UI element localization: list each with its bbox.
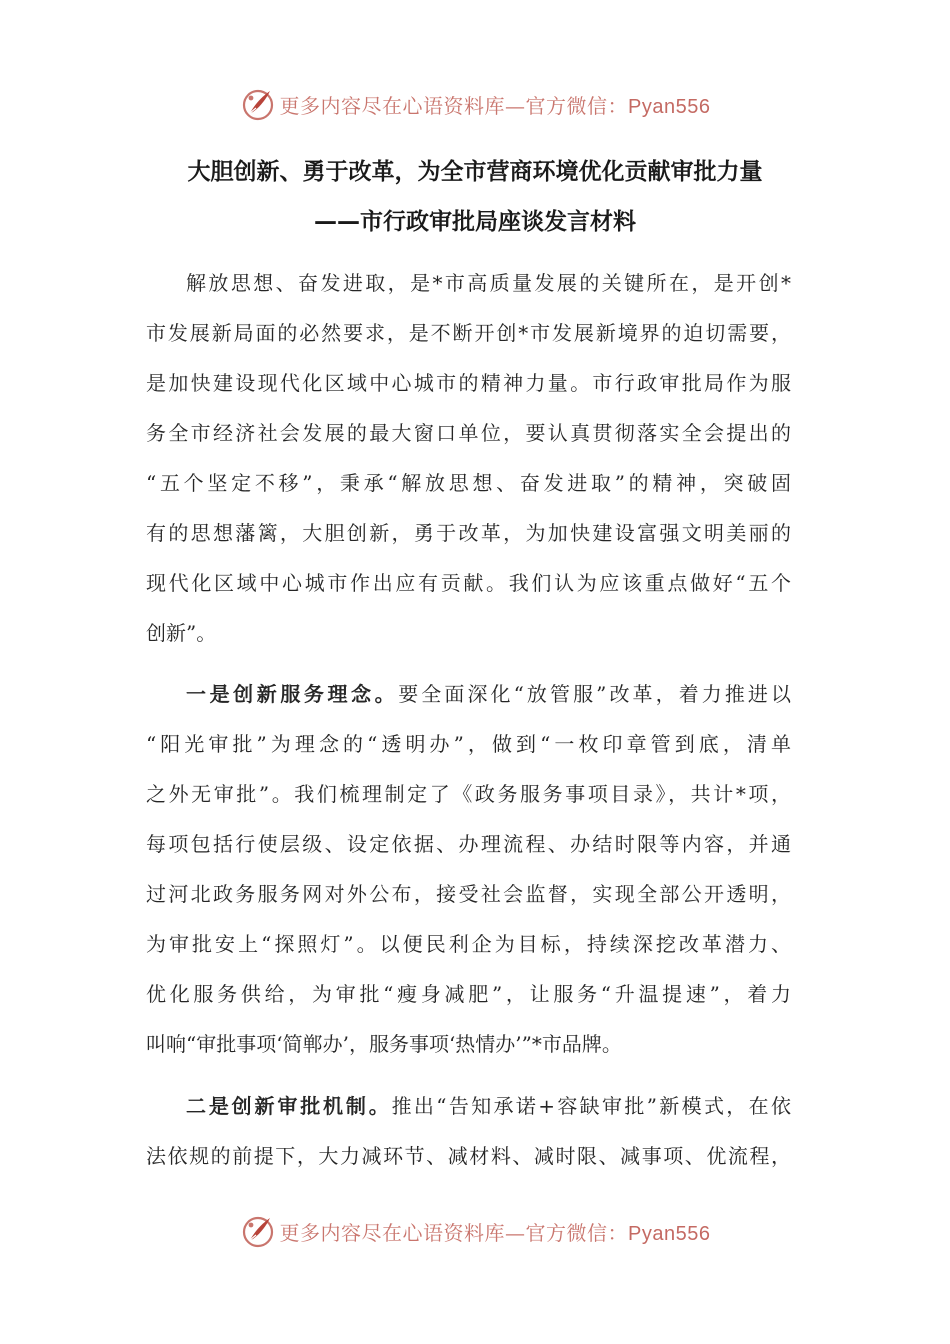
- text-line: 之外无审批”。我们梳理制定了《政务服务事项目录》，共计*项，: [146, 782, 791, 806]
- text-line: 叫响“审批事项‘简郸办’，服务事项‘热情办’”*市品牌。: [146, 1032, 622, 1056]
- text-line: 有的思想藩篱，大胆创新，勇于改革，为加快建设富强文明美丽的: [146, 521, 791, 545]
- text-line: 务全市经济社会发展的最大窗口单位，要认真贯彻落实全会提出的: [146, 421, 791, 445]
- watermark-text-cn: 更多内容尽在心语资料库—官方微信：: [279, 1220, 629, 1245]
- text-line: 市发展新局面的必然要求，是不断开创*市发展新境界的迫切需要，: [146, 321, 791, 345]
- text-line: 创新”。: [146, 621, 217, 645]
- text-line: 优化服务供给，为审批“瘦身减肥”，让服务“升温提速”，着力: [146, 982, 791, 1006]
- text-line: 是加快建设现代化区域中心城市的精神力量。市行政审批局作为服: [146, 371, 791, 395]
- section-1-paragraph: [146, 669, 791, 1069]
- text-line: [146, 669, 791, 719]
- text-line: 解放思想、奋发进取，是*市高质量发展的关键所在，是开创*: [186, 271, 791, 295]
- watermark-banner-bottom: [0, 1211, 950, 1251]
- section-2-heading: 二是创新审批机制。: [186, 1094, 392, 1118]
- section-2-paragraph: [146, 1081, 791, 1181]
- document-title: 大胆创新、勇于改革，为全市营商环境优化贡献审批力量: [187, 159, 763, 185]
- document-subtitle: ——市行政审批局座谈发言材料: [314, 209, 636, 235]
- section-1-lead: 要全面深化“放管服”改革，着力推进以: [398, 682, 792, 706]
- text-line: 每项包括行使层级、设定依据、办理流程、办结时限等内容，并通: [146, 832, 791, 856]
- watermark-text: [280, 1217, 711, 1246]
- section-1-heading: 一是创新服务理念。: [186, 682, 399, 706]
- text-line: 现代化区域中心城市作出应有贡献。我们认为应该重点做好“五个: [146, 571, 791, 595]
- watermark-banner-top: [0, 84, 950, 124]
- text-line: “五个坚定不移”，秉承“解放思想、奋发进取”的精神，突破固: [146, 471, 791, 495]
- text-line: [146, 1081, 791, 1131]
- watermark-wechat-id: Pyan556: [628, 1222, 711, 1245]
- watermark-text-cn: 更多内容尽在心语资料库—官方微信：: [279, 93, 629, 118]
- intro-paragraph: [146, 258, 791, 658]
- section-2-lead: 推出“告知承诺+容缺审批”新模式，在依: [391, 1094, 791, 1118]
- text-line: 过河北政务服务网对外公布，接受社会监督，实现全部公开透明，: [146, 882, 791, 906]
- text-line: “阳光审批”为理念的“透明办”，做到“一枚印章管到底，清单: [146, 732, 791, 756]
- quill-pen-icon: [240, 1213, 276, 1249]
- text-line: 法依规的前提下，大力减环节、减材料、减时限、减事项、优流程，: [146, 1144, 791, 1168]
- watermark-wechat-id: Pyan556: [628, 95, 711, 118]
- text-line: 为审批安上“探照灯”。以便民利企为目标，持续深挖改革潜力、: [146, 932, 791, 956]
- quill-pen-icon: [240, 86, 276, 122]
- watermark-text: [280, 90, 711, 119]
